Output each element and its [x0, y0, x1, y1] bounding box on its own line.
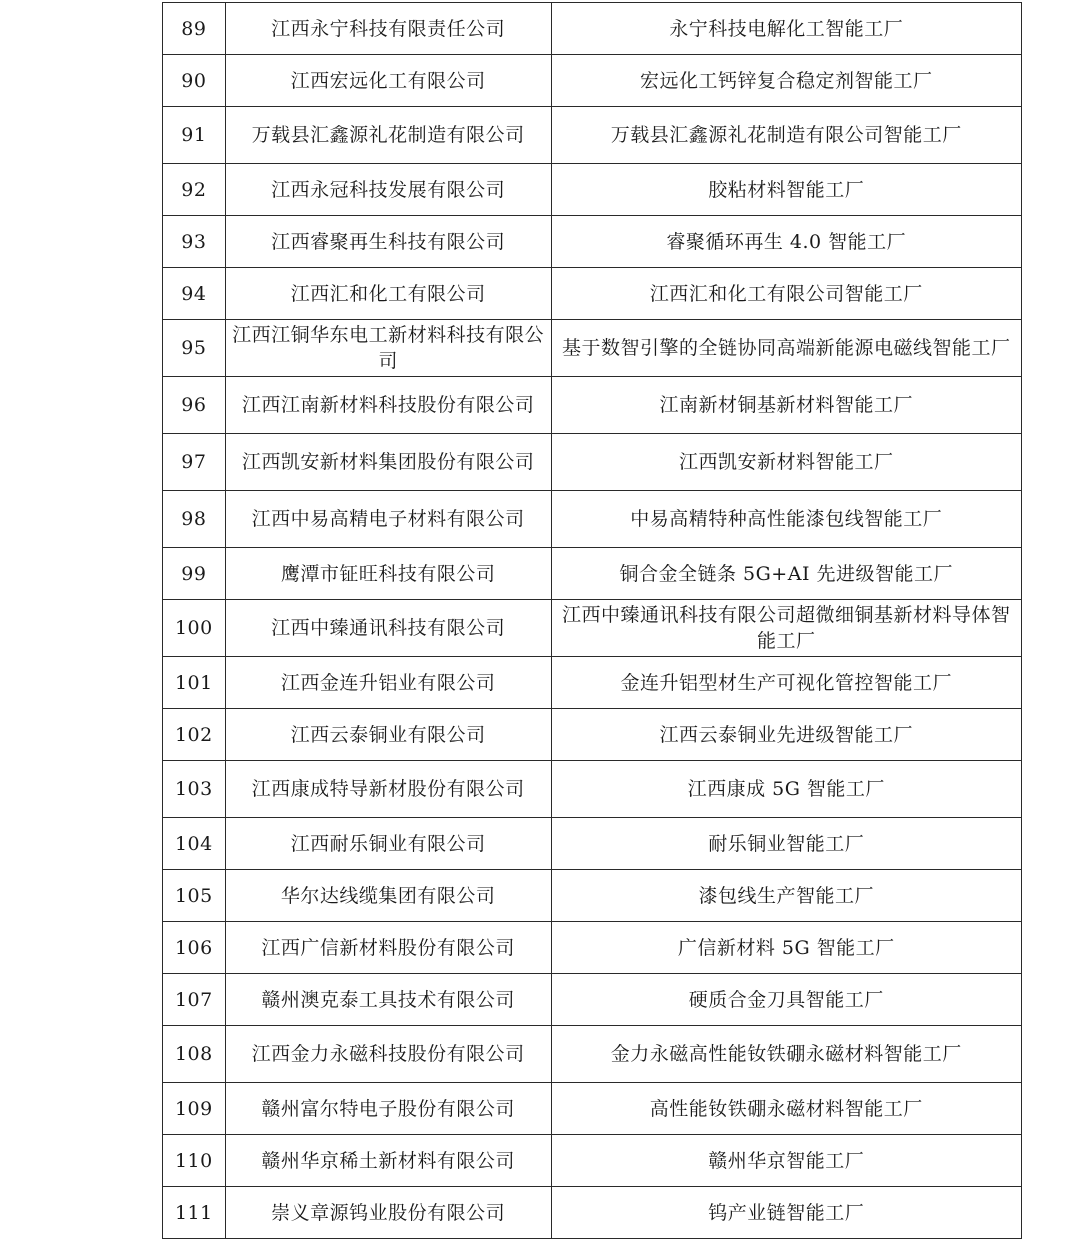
table-row	[163, 216, 1022, 268]
project-name-cell: 永宁科技电解化工智能工厂	[551, 3, 1022, 55]
company-name-cell: 江西永宁科技有限责任公司	[225, 3, 551, 55]
company-name-cell: 鹰潭市钲旺科技有限公司	[225, 548, 551, 600]
row-number-cell: 110	[163, 1135, 226, 1187]
row-number-cell: 111	[163, 1187, 226, 1239]
row-number-cell: 104	[163, 818, 226, 870]
table-row	[163, 1135, 1022, 1187]
company-name-cell: 江西睿聚再生科技有限公司	[225, 216, 551, 268]
table-row	[163, 1187, 1022, 1239]
table-row	[163, 657, 1022, 709]
company-name-cell: 江西中臻通讯科技有限公司	[225, 600, 551, 657]
project-name-cell: 耐乐铜业智能工厂	[551, 818, 1022, 870]
project-name-cell: 胶粘材料智能工厂	[551, 164, 1022, 216]
table-row	[163, 55, 1022, 107]
project-name-cell: 睿聚循环再生 4.0 智能工厂	[551, 216, 1022, 268]
row-number-cell: 99	[163, 548, 226, 600]
row-number-cell: 95	[163, 320, 226, 377]
row-number-cell: 97	[163, 434, 226, 491]
company-name-cell: 江西金连升铝业有限公司	[225, 657, 551, 709]
project-name-cell: 江西康成 5G 智能工厂	[551, 761, 1022, 818]
table-row	[163, 922, 1022, 974]
project-name-cell: 硬质合金刀具智能工厂	[551, 974, 1022, 1026]
row-number-cell: 101	[163, 657, 226, 709]
row-number-cell: 91	[163, 107, 226, 164]
table-row	[163, 1026, 1022, 1083]
table-row	[163, 709, 1022, 761]
project-name-cell: 江西云泰铜业先进级智能工厂	[551, 709, 1022, 761]
project-name-cell: 基于数智引擎的全链协同高端新能源电磁线智能工厂	[551, 320, 1022, 377]
table-row	[163, 3, 1022, 55]
table-row	[163, 974, 1022, 1026]
project-name-cell: 金连升铝型材生产可视化管控智能工厂	[551, 657, 1022, 709]
project-name-cell: 广信新材料 5G 智能工厂	[551, 922, 1022, 974]
row-number-cell: 105	[163, 870, 226, 922]
row-number-cell: 100	[163, 600, 226, 657]
row-number-cell: 96	[163, 377, 226, 434]
project-name-cell: 中易高精特种高性能漆包线智能工厂	[551, 491, 1022, 548]
project-name-cell: 江西中臻通讯科技有限公司超微细铜基新材料导体智能工厂	[551, 600, 1022, 657]
table-row	[163, 761, 1022, 818]
company-name-cell: 江西宏远化工有限公司	[225, 55, 551, 107]
company-name-cell: 江西汇和化工有限公司	[225, 268, 551, 320]
table-body	[163, 3, 1022, 1239]
project-name-cell: 江西汇和化工有限公司智能工厂	[551, 268, 1022, 320]
company-name-cell: 赣州富尔特电子股份有限公司	[225, 1083, 551, 1135]
table-row	[163, 164, 1022, 216]
company-name-cell: 华尔达线缆集团有限公司	[225, 870, 551, 922]
row-number-cell: 103	[163, 761, 226, 818]
row-number-cell: 94	[163, 268, 226, 320]
table-row	[163, 1083, 1022, 1135]
company-name-cell: 江西江南新材料科技股份有限公司	[225, 377, 551, 434]
company-name-cell: 赣州华京稀土新材料有限公司	[225, 1135, 551, 1187]
row-number-cell: 106	[163, 922, 226, 974]
company-name-cell: 江西凯安新材料集团股份有限公司	[225, 434, 551, 491]
project-name-cell: 铜合金全链条 5G+AI 先进级智能工厂	[551, 548, 1022, 600]
project-name-cell: 万载县汇鑫源礼花制造有限公司智能工厂	[551, 107, 1022, 164]
company-name-cell: 江西云泰铜业有限公司	[225, 709, 551, 761]
project-name-cell: 漆包线生产智能工厂	[551, 870, 1022, 922]
row-number-cell: 107	[163, 974, 226, 1026]
project-name-cell: 钨产业链智能工厂	[551, 1187, 1022, 1239]
company-name-cell: 江西广信新材料股份有限公司	[225, 922, 551, 974]
company-name-cell: 江西永冠科技发展有限公司	[225, 164, 551, 216]
project-name-cell: 江南新材铜基新材料智能工厂	[551, 377, 1022, 434]
table-row	[163, 107, 1022, 164]
company-name-cell: 江西康成特导新材股份有限公司	[225, 761, 551, 818]
company-name-cell: 江西江铜华东电工新材料科技有限公司	[225, 320, 551, 377]
table-row	[163, 818, 1022, 870]
project-name-cell: 金力永磁高性能钕铁硼永磁材料智能工厂	[551, 1026, 1022, 1083]
project-name-cell: 江西凯安新材料智能工厂	[551, 434, 1022, 491]
company-name-cell: 江西中易高精电子材料有限公司	[225, 491, 551, 548]
table-row	[163, 870, 1022, 922]
row-number-cell: 102	[163, 709, 226, 761]
company-name-cell: 江西耐乐铜业有限公司	[225, 818, 551, 870]
table-row	[163, 548, 1022, 600]
table-row	[163, 600, 1022, 657]
row-number-cell: 109	[163, 1083, 226, 1135]
project-name-cell: 高性能钕铁硼永磁材料智能工厂	[551, 1083, 1022, 1135]
table-row	[163, 491, 1022, 548]
row-number-cell: 93	[163, 216, 226, 268]
row-number-cell: 98	[163, 491, 226, 548]
table-row	[163, 434, 1022, 491]
factory-list-table	[162, 2, 1022, 1239]
company-name-cell: 万载县汇鑫源礼花制造有限公司	[225, 107, 551, 164]
row-number-cell: 92	[163, 164, 226, 216]
project-name-cell: 赣州华京智能工厂	[551, 1135, 1022, 1187]
table-row	[163, 320, 1022, 377]
row-number-cell: 90	[163, 55, 226, 107]
row-number-cell: 108	[163, 1026, 226, 1083]
table-row	[163, 377, 1022, 434]
company-name-cell: 江西金力永磁科技股份有限公司	[225, 1026, 551, 1083]
table-row	[163, 268, 1022, 320]
company-name-cell: 崇义章源钨业股份有限公司	[225, 1187, 551, 1239]
row-number-cell: 89	[163, 3, 226, 55]
project-name-cell: 宏远化工钙锌复合稳定剂智能工厂	[551, 55, 1022, 107]
company-name-cell: 赣州澳克泰工具技术有限公司	[225, 974, 551, 1026]
